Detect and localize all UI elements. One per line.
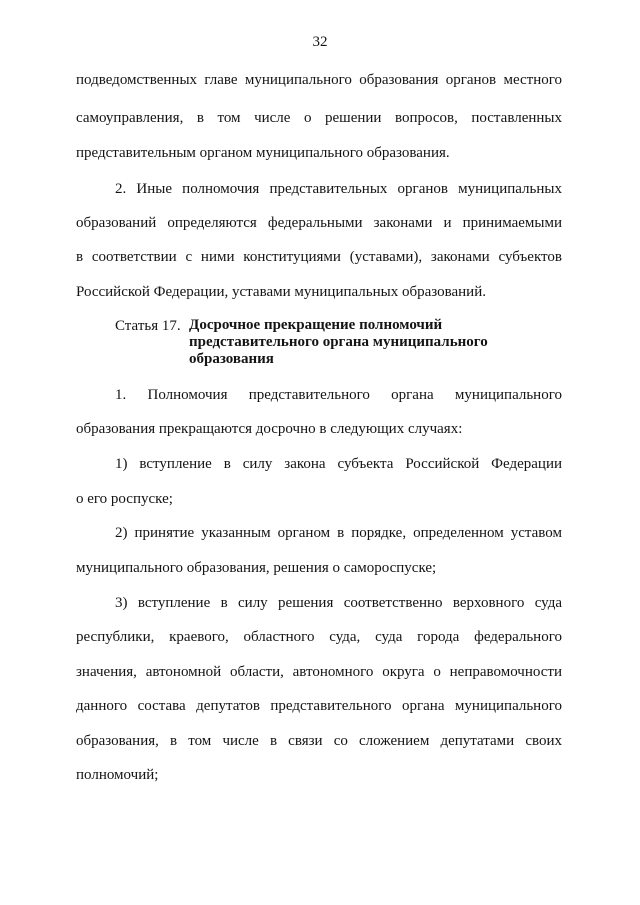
text-line: образований определяются федеральными законами и принимаемыми <box>76 215 562 231</box>
text-line: образования, в том числе в связи со сложением депутатами своих <box>76 733 562 749</box>
article-title-line: представительного органа муниципального <box>189 334 488 350</box>
text-line: значения, автономной области, автономного округа о неправомочности <box>76 664 562 680</box>
article-title <box>189 317 519 368</box>
text-line: в соответствии с ними конституциями (уставами), законами субъектов <box>76 249 562 265</box>
article-label: Статья 17. <box>115 318 181 334</box>
page-number: 32 <box>312 34 328 50</box>
text-line: 1) вступление в силу закона субъекта Российской Федерации <box>115 456 562 472</box>
text-line: самоуправления, в том числе о решении вопросов, поставленных <box>76 110 562 126</box>
article-title-line: образования <box>189 351 274 367</box>
text-line: о его роспуске; <box>76 491 173 507</box>
text-line: представительным органом муниципального образования. <box>76 145 450 161</box>
article-title-line: Досрочное прекращение полномочий <box>189 317 443 333</box>
text-line: подведомственных главе муниципального образования органов местного <box>76 72 562 88</box>
text-line: данного состава депутатов представительного органа муниципального <box>76 698 562 714</box>
text-line: 3) вступление в силу решения соответственно верховного суда <box>115 595 562 611</box>
text-line: Российской Федерации, уставами муниципальных образований. <box>76 284 486 300</box>
text-line: муниципального образования, решения о самороспуске; <box>76 560 437 576</box>
text-line: 1. Полномочия представительного органа муниципального <box>115 387 562 403</box>
text-line: образования прекращаются досрочно в следующих случаях: <box>76 421 463 437</box>
text-line: 2) принятие указанным органом в порядке, определенном уставом <box>115 525 562 541</box>
text-line: полномочий; <box>76 767 159 783</box>
text-line: 2. Иные полномочия представительных органов муниципальных <box>115 181 562 197</box>
text-line: республики, краевого, областного суда, суда города федерального <box>76 629 562 645</box>
